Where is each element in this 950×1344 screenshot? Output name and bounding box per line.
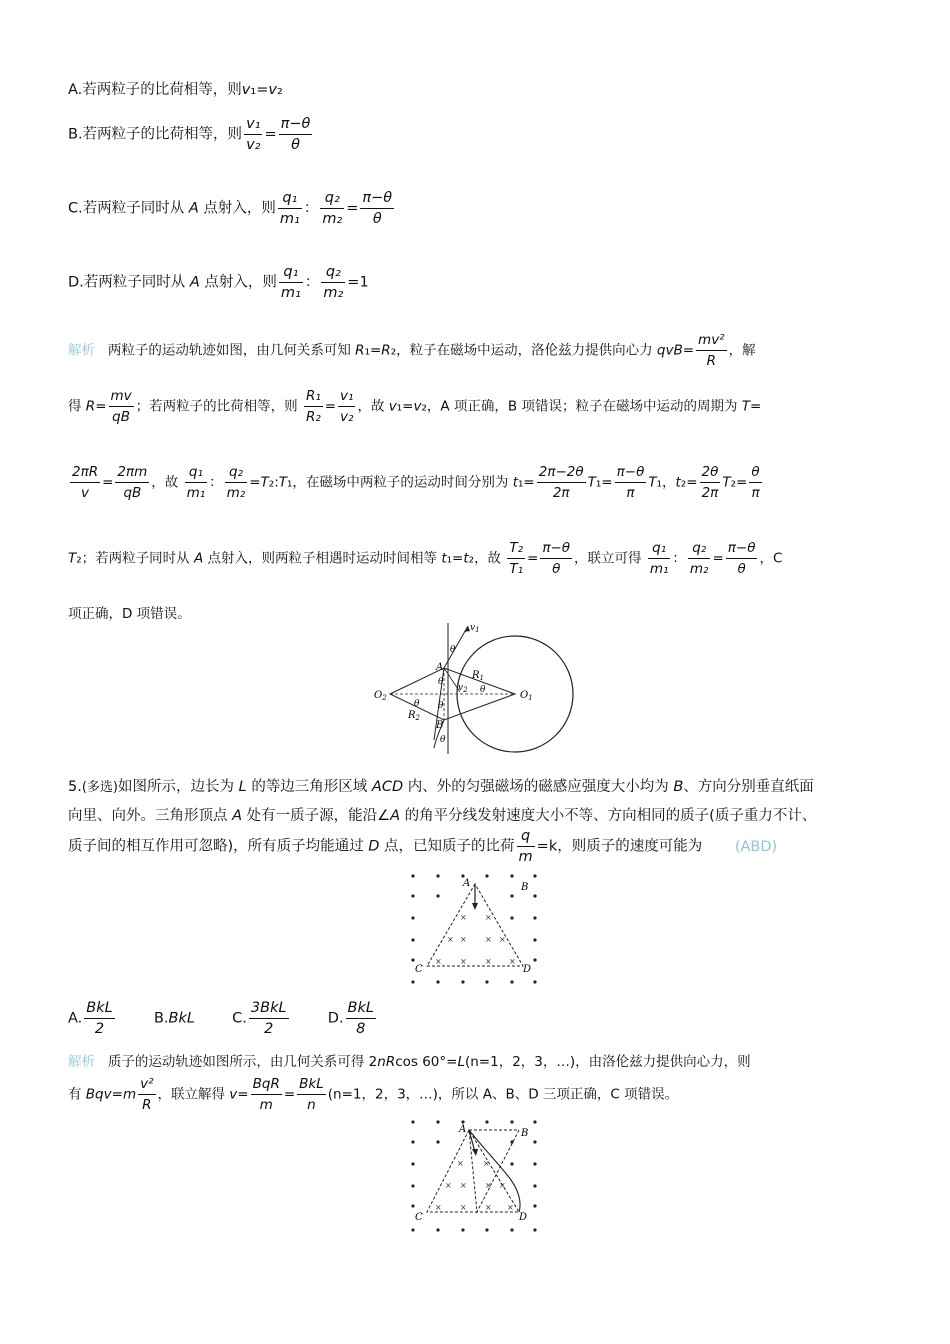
label-theta-2: θ [438,677,444,687]
q5-options: A. $\frac{\text{BkL}}{2}$ B.BkL C. $\frac{\text{3BkL}}{2}$ D. $\frac{\text{BkL}}{8}$ [68,1000,374,1037]
option-d: D.若两粒子同时从 A 点射入，则 $\frac{\text{q₁}}{\text{m₁}}$ ： $\frac{\text{q₂}}{\text{m₂}}$ =1 [68,264,369,301]
analysis4-line3: $\frac{2\pi R}{v}$ = $\frac{2\pi m}{qB}$ ，故 $\frac{\text{q₁}}{\text{m₁}}$ ： $\frac{\text{q₂}}{\text{m₂}}$ =T₂:T₁，在磁场中两粒子的运动时间分别为 t₁= $\frac{2\pi-2\theta}{2\pi}$ T₁= $\frac{\pi-\theta}{\pi}$ T₁，t₂= $\frac{2\theta}{2\pi}$ T₂= $\frac{\theta}{\pi}$ [72,464,760,501]
svg-text:×: × [460,935,467,944]
label-o2: $O_2$ [374,690,387,702]
analysis4-line4: T₂；若两粒子同时从 A 点射入，则两粒子相遇时运动时间相等 t₁=t₂，故 $\frac{\text{T₂}}{\text{T₁}}$ = $\frac{\pi-\theta}{\theta}$ ，联立可得 $\frac{\text{q₁}}{\text{m₁}}$ ： $\frac{\text{q₂}}{\text{m₂}}$ = $\frac{\pi-\theta}{\theta}$ ，C [68,540,783,577]
analysis5-line1: 解析 质子的运动轨迹如图所示，由几何关系可得 2nRcos 60°=L(n=1，2，3，…)，由洛伦兹力提供向心力，则 [68,1054,751,1070]
svg-text:×: × [507,1203,514,1212]
label-v2: $v_2$ [458,683,468,694]
option-b: B.若两粒子的比荷相等，则 $\frac{\text{v₁}}{\text{v₂}}$ = $\frac{\pi-\theta}{\theta}$ [68,116,311,153]
analysis5-line2: 有 Bqv=m $\frac{\text{v²}}{R}$ ，联立解得 v= $\frac{\text{BqR}}{m}$ = $\frac{\text{BkL}}{n}$ (n=1，2，3，…)，所以 A、B、D 三项正确，C 项错误。 [68,1076,679,1113]
q5-line3: 质子间的相互作用可忽略)，所有质子均能通过 D 点，已知质子的比荷 $\frac{q}{m}$ =k，则质子的速度可能为 (ABD) [68,828,778,865]
label-a: A [436,662,444,673]
svg-text:×: × [485,935,492,944]
tri1-label-a: A [463,878,471,889]
label-theta-6: θ [440,735,446,745]
label-theta-1: θ [450,645,456,655]
answer: (ABD) [734,838,778,855]
svg-text:×: × [483,1159,490,1168]
tri2-label-a: A [459,1124,467,1135]
label-r2: $R_2$ [408,710,420,722]
svg-text:×: × [435,1203,442,1212]
option-c: C.若两粒子同时从 A 点射入，则 $\frac{\text{q₁}}{\text{m₁}}$ ： $\frac{\text{q₂}}{\text{m₂}}$ = $\frac{\pi-\theta}{\theta}$ [68,190,393,227]
svg-text:×: × [485,957,492,966]
label-theta-4: θ [414,699,420,709]
tri2-label-b: B [521,1128,529,1139]
analysis4-line1: 解析 两粒子的运动轨迹如图，由几何关系可知 R₁=R₂，粒子在磁场中运动，洛伦兹力提供向心力 qvB= $\frac{\text{mv²}}{R}$ ，解 [68,332,756,369]
label-r1: $R_1$ [472,670,484,682]
svg-text:×: × [499,1181,506,1190]
svg-text:×: × [447,935,454,944]
analysis4-line5: 项正确，D 项错误。 [68,606,191,622]
label-theta-5: θ [438,701,444,711]
tri2-label-c: C [415,1212,423,1223]
figure-triangle [405,872,545,987]
label-v1: $v_1$ [470,623,480,634]
q5-line1: 5.(多选)如图所示，边长为 L 的等边三角形区域 ACD 内、外的匀强磁场的磁感应强度大小均为 B、方向分别垂直纸面 [68,779,814,795]
svg-text:×: × [499,935,506,944]
svg-text:×: × [460,1181,467,1190]
svg-text:×: × [509,957,516,966]
q5-line2: 向里、向外。三角形顶点 A 处有一质子源，能沿∠A 的角平分线发射速度大小不等、方向相同的质子(质子重力不计、 [68,808,817,824]
label-o1: $O_1$ [520,690,533,702]
tri1-label-d: D [523,964,532,975]
tri1-label-b: B [521,882,529,893]
option-a: A.若两粒子的比荷相等，则v₁=v₂ [68,82,283,98]
analysis4-line2: 得 R= $\frac{mv}{qB}$ ；若两粒子的比荷相等，则 $\frac{\text{R₁}}{\text{R₂}}$ = $\frac{\text{v₁}}{\text{v₂}}$ ，故 v₁=v₂，A 项正确，B 项错误；粒子在磁场中运动的周期为 T= [68,388,762,425]
svg-text:×: × [485,1181,492,1190]
tri1-label-c: C [415,964,423,975]
svg-text:×: × [460,1203,467,1212]
label-theta-3: θ [480,685,486,695]
svg-text:×: × [485,1203,492,1212]
svg-text:×: × [460,913,467,922]
svg-text:×: × [457,1159,464,1168]
svg-text:×: × [485,913,492,922]
svg-text:×: × [435,957,442,966]
figure-two-circles [370,618,580,756]
figure-triangle-trajectory [405,1118,545,1236]
svg-text:×: × [460,957,467,966]
tri2-label-d: D [519,1212,528,1223]
label-b: B [436,720,444,731]
svg-text:×: × [445,1181,452,1190]
